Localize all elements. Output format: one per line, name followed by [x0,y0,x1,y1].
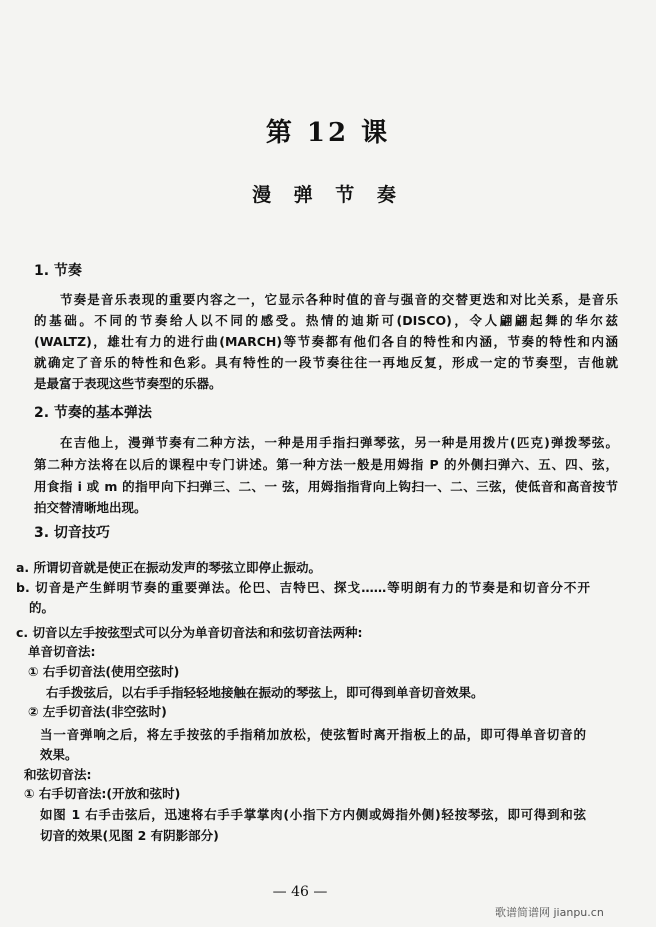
watermark: 歌谱简谱网 jianpu.cn [495,906,604,919]
paragraph-line: 的基础。不同的节奏给人以不同的感受。热情的迪斯可(DISCO)，令人翩翩起舞的华尔兹 [34,313,618,328]
lesson-subtitle: 漫 弹 节 奏 [252,184,404,206]
subheading-single-note: 单音切音法: [28,644,96,659]
paragraph-line: 第二种方法将在以后的课程中专门讲述。第一种方法一般是用姆指 P 的外侧扫弹六、五、四、弦， [34,457,618,472]
section-heading-muting: 3. 切音技巧 [34,525,110,541]
list-item-text: 切音的效果(见图 2 有阴影部分) [40,828,219,843]
list-item-c: c. 切音以左手按弦型式可以分为单音切音法和和弦切音法两种: [16,625,363,640]
list-item: ① 右手切音法:(开放和弦时) [24,786,181,801]
paragraph-line: 用食指 i 或 m 的指甲向下扫弹三、二、一 弦，用姆指指背向上钩扫一、二、三弦，使低音和高音按节 [34,479,618,494]
section-heading-basic-strumming: 2. 节奏的基本弹法 [34,405,152,421]
list-item-text: 右手拨弦后，以右手手指轻轻地接触在振动的琴弦上，即可得到单音切音效果。 [46,685,484,700]
paragraph-line: 拍交替清晰地出现。 [34,500,147,515]
list-item: ② 左手切音法(非空弦时) [28,704,167,719]
list-item-a: a. 所谓切音就是使正在振动发声的琴弦立即停止振动。 [16,560,322,575]
list-item-b: b. 切音是产生鲜明节奏的重要弹法。伦巴、吉特巴、探戈……等明朗有力的节奏是和切音分不开 [16,580,590,595]
list-item-text: 效果。 [40,747,78,762]
paragraph-line: (WALTZ)，雄壮有力的进行曲(MARCH)等节奏都有他们各自的特性和内涵，节奏的特性和内涵 [34,334,618,349]
paragraph-line: 就确定了音乐的特性和色彩。具有特性的一段节奏往往一再地反复，形成一定的节奏型，吉他就 [34,355,618,370]
page-number: — 46 — [272,884,328,900]
list-item-text: 如图 1 右手击弦后，迅速将右手手掌掌肉(小指下方内侧或姆指外侧)轻按琴弦，即可得到和弦 [40,807,586,822]
list-item-text: 当一音弹响之后，将左手按弦的手指稍加放松，使弦暂时离开指板上的品，即可得单音切音的 [40,727,586,742]
paragraph-line: 在吉他上，漫弹节奏有二种方法，一种是用手指扫弹琴弦，另一种是用拨片(匹克)弹拨琴弦。 [60,435,618,450]
subheading-chord: 和弦切音法: [24,767,92,782]
lesson-title: 第 12 课 [265,118,391,148]
list-item-b-cont: 的。 [29,600,55,615]
paragraph-line: 是最富于表现这些节奏型的乐器。 [34,376,222,391]
section-heading-rhythm: 1. 节奏 [34,263,82,279]
list-item: ① 右手切音法(使用空弦时) [28,664,180,679]
paragraph-line: 节奏是音乐表现的重要内容之一，它显示各种时值的音与强音的交替更迭和对比关系，是音乐 [60,292,618,307]
